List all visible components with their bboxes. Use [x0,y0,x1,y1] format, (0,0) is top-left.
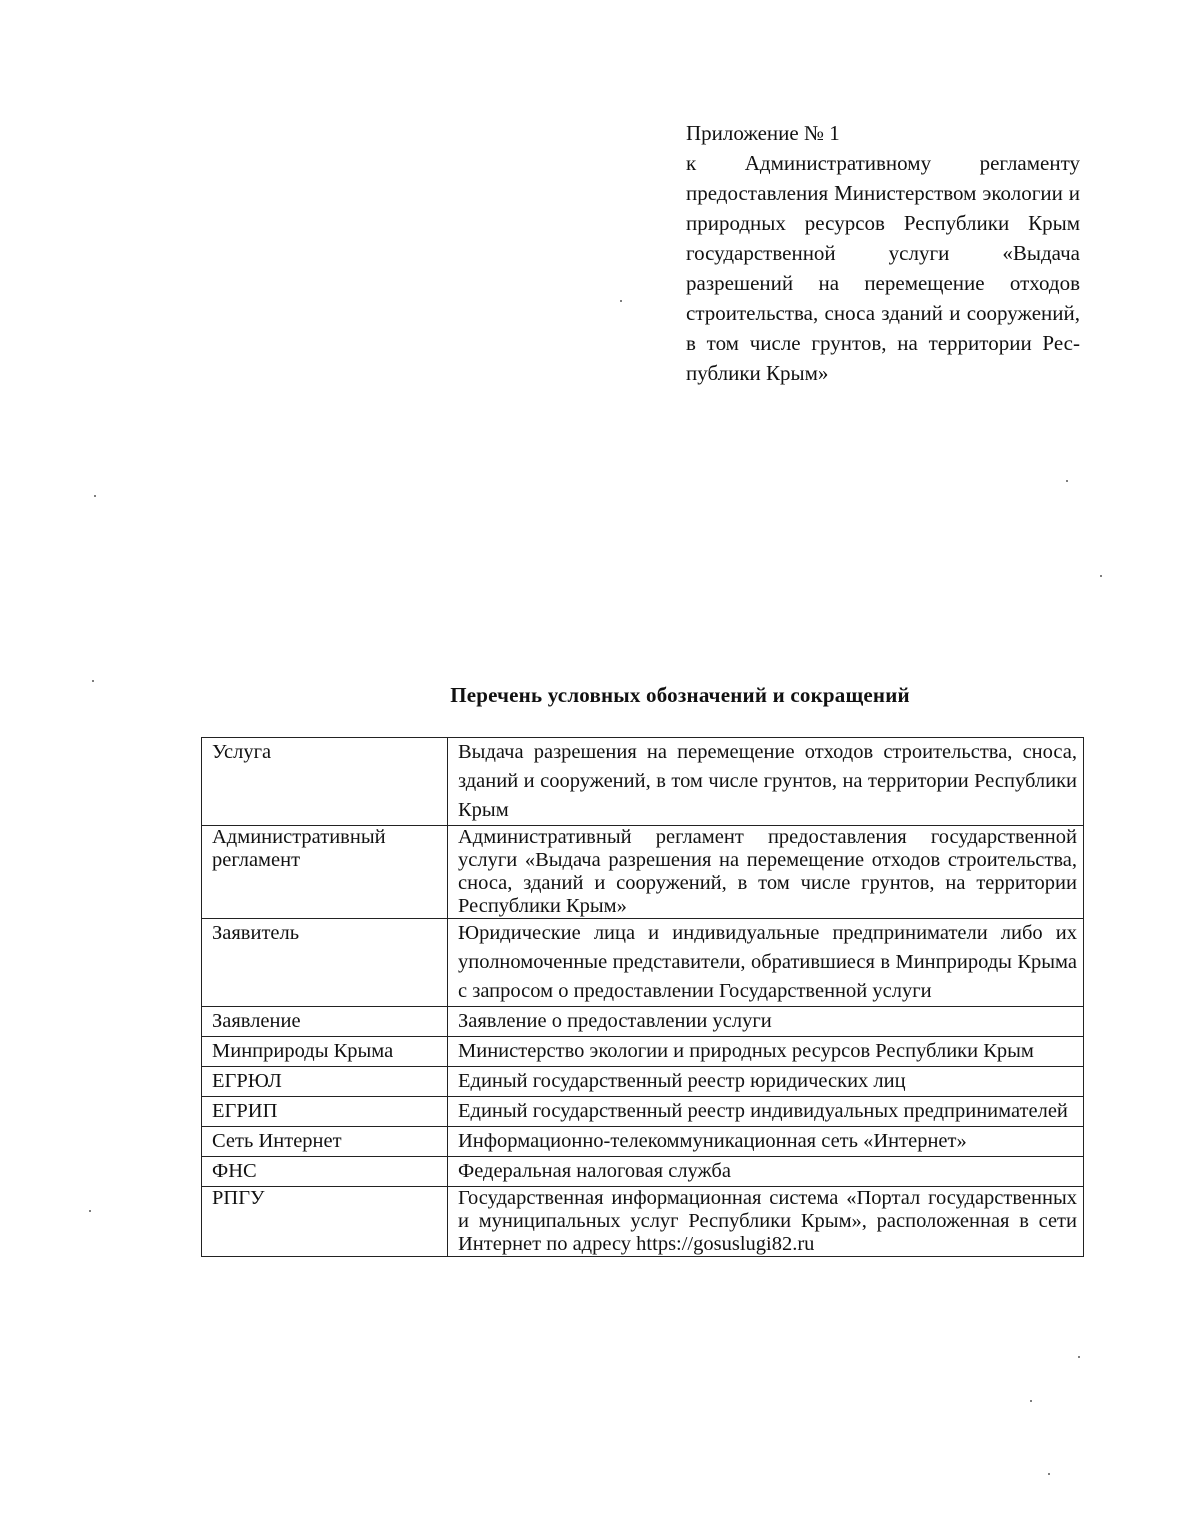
table-row [202,1067,1084,1097]
appendix-header [686,118,1080,388]
table-row [202,1037,1084,1067]
term-cell: Минприроды Крыма [202,1037,448,1067]
table-row [202,1157,1084,1187]
table-row [202,1007,1084,1037]
table-title: Перечень условных обозначений и сокращений [450,683,910,707]
table-row [202,1187,1084,1257]
scan-speck [1078,1356,1080,1358]
table-row [202,826,1084,919]
definition-cell: Административный регламент предоставления государственной услуги «Выдача разрешения на перемещение отходов строительства, сноса, зданий и сооружений, в том числе грунтов, на территории Республики Крым» [448,826,1084,919]
scan-speck [1100,575,1102,577]
term-cell: Сеть Интернет [202,1127,448,1157]
term-cell: РПГУ [202,1187,448,1257]
definition-cell: Выдача разрешения на перемещение отходов строительства, сноса, зданий и сооружений, в том числе грунтов, на территории Республики Крым [448,738,1084,826]
table-row [202,919,1084,1007]
scan-speck [1066,480,1068,482]
scan-speck [94,495,96,497]
table-row [202,1097,1084,1127]
appendix-heading: Приложение № 1 [686,121,840,145]
definition-cell: Юридические лица и индивидуальные предприниматели либо их уполномоченные представители, обратившиеся в Минприроды Крыма с запросом о предоставлении Государственной услуги [448,919,1084,1007]
scan-speck [1048,1473,1050,1475]
definition-cell: Министерство экологии и природных ресурсов Республики Крым [448,1037,1084,1067]
term-cell: Заявитель [202,919,448,1007]
term-cell: Услуга [202,738,448,826]
table-row [202,1127,1084,1157]
scan-speck [92,680,94,682]
definition-cell: Единый государственный реестр юридических лиц [448,1067,1084,1097]
scan-speck [620,300,622,302]
definition-cell: Федеральная налоговая служба [448,1157,1084,1187]
table-row [202,738,1084,826]
scan-speck [89,1210,91,1212]
definition-cell: Единый государственный реестр индивидуальных предпринимателей [448,1097,1084,1127]
definition-cell: Государственная информационная система «Портал государственных и муниципальных услуг Республики Крым», расположенная в сети Интернет по адресу https://gosuslugi82.ru [448,1187,1084,1257]
term-cell: Административный регламент [202,826,448,919]
appendix-text: к Административному регламенту предоставления Министерством экологии и природных ресурсов Республики Крым государственной услуги «Выдача разрешений на перемещение отходов строительства, сноса зданий и сооружений, в том числе грунтов, на территории Республики Крым» [686,151,1080,385]
term-cell: ЕГРЮЛ [202,1067,448,1097]
term-cell: ЕГРИП [202,1097,448,1127]
definition-cell: Информационно-телекоммуникационная сеть «Интернет» [448,1127,1084,1157]
definition-cell: Заявление о предоставлении услуги [448,1007,1084,1037]
scan-speck [1030,1400,1032,1402]
term-cell: Заявление [202,1007,448,1037]
abbreviations-table [201,737,1084,1257]
term-cell: ФНС [202,1157,448,1187]
